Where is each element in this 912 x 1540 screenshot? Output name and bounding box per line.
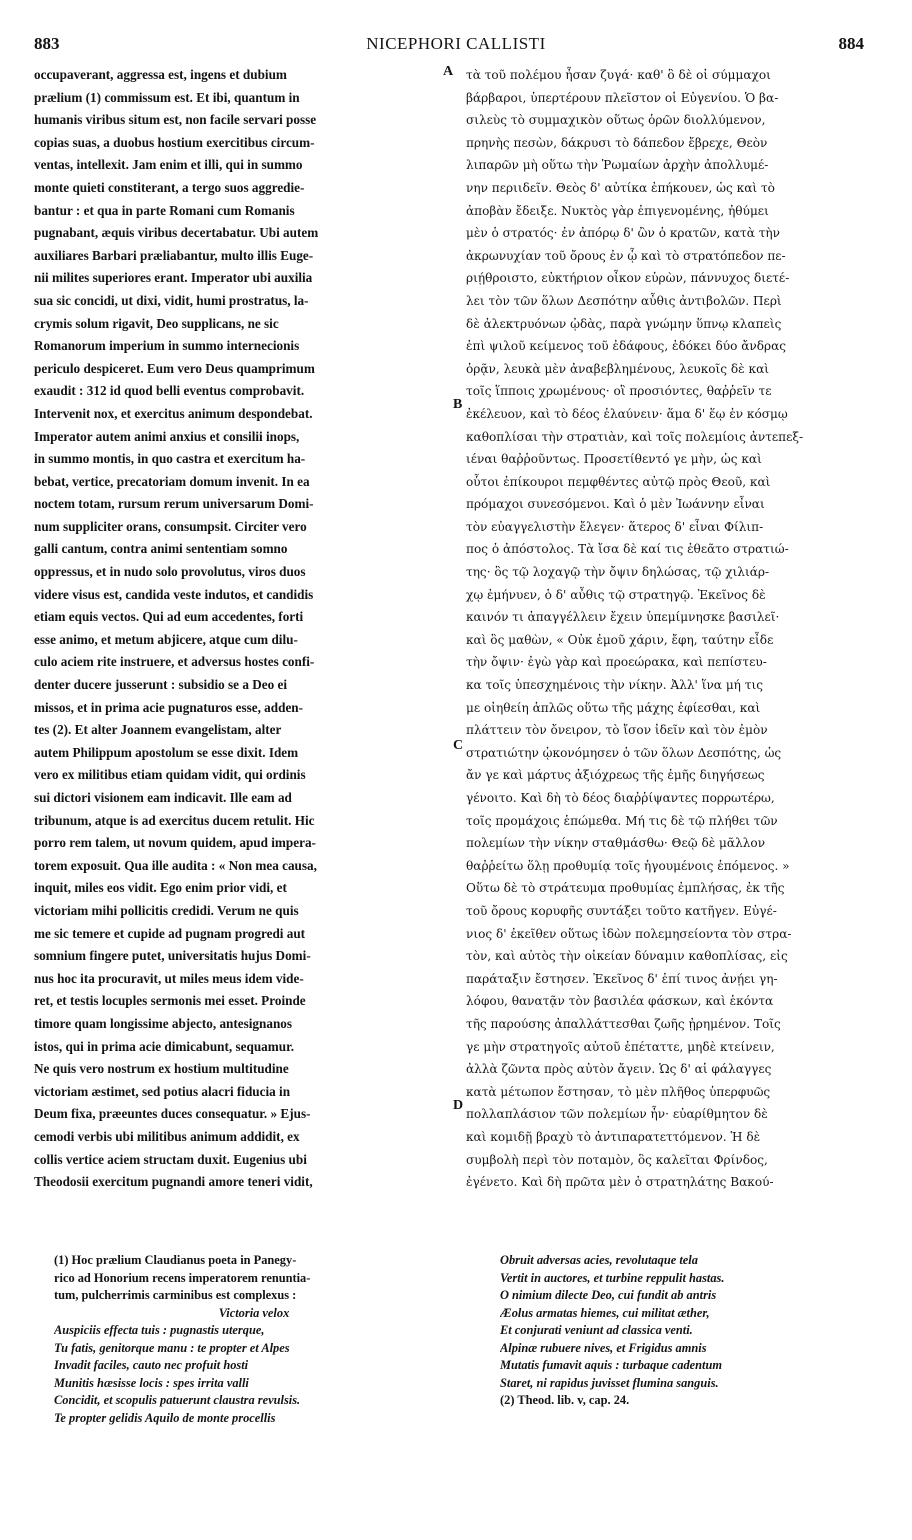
latin-text-line: etiam equis vectos. Qui ad eum accedentes, forti: [34, 609, 304, 625]
greek-text-line: θαῤῥείτω ὅλῃ προθυμίᾳ τοῖς ἡγουμένοις ἑπόμενος. »: [466, 858, 790, 873]
latin-text-line: exaudit : 312 id quod belli eventus comprobavit.: [34, 383, 305, 399]
latin-text-line: periculo despiceret. Eum vero Deus quamprimum: [34, 360, 315, 376]
footnote-line: Tu fatis, genitorque manu : te propter et Alpes: [54, 1340, 290, 1355]
latin-text-line: bebat, vertice, precatoriam domum invenit. In ea: [34, 473, 310, 489]
latin-text-line: me sic temere et cupide ad pugnam progredi aut: [34, 925, 306, 941]
greek-text-line: ιέναι θαῤῥοῦντως. Προσετίθεντό γε μὴν, ὡς καὶ: [466, 452, 762, 467]
footnotes-left: [54, 1252, 454, 1427]
page-number-left: 883: [34, 34, 60, 53]
footnote-line: Æolus armatas hiemes, cui militat æther,: [500, 1305, 710, 1320]
greek-text-line: μὲν ὁ στρατός· ἐν ἀπόρῳ δ' ὢν ὁ κρατῶν, κατὰ τὴν: [466, 226, 781, 241]
latin-text-line: culo aciem rite instruere, et adversus hostes confi-: [34, 654, 315, 670]
latin-text-line: victoriam mihi pollicitis credidi. Verum ne quis: [34, 902, 299, 918]
latin-text-line: videre visus est, candida veste indutos, et candidis: [34, 586, 314, 602]
latin-text-line: autem Philippum apostolum se esse dixit. Idem: [34, 744, 299, 760]
greek-text-line: βάρβαροι, ὑπερτέρουν πλεῖστον οἱ Εὐγενίου. Ὁ βα-: [466, 90, 779, 105]
greek-text-line: ἐγένετο. Καὶ δὴ πρῶτα μὲν ὁ στρατηλάτης Βακού-: [466, 1175, 774, 1190]
greek-text-line: ριῄθροιστο, εὐκτήριον οἶκον εὑρὼν, πάννυχος διετέ-: [466, 271, 790, 286]
section-marker-c: C: [453, 738, 464, 753]
greek-text-line: Οὕτω δὲ τὸ στράτευμα προθυμίας ἐμπλήσας, ἐκ τῆς: [466, 881, 785, 896]
greek-text-line: ἄν γε καὶ μάρτυς ἀξιόχρεως τῆς ἐμῆς διηγήσεως: [466, 768, 765, 783]
latin-text-line: esse animo, et metum abjicere, atque cum dilu-: [34, 631, 298, 647]
greek-text-line: δὲ ἀλεκτρυόνων ᾠδὰς, παρὰ γνώμην ὕπνῳ κλαπεὶς: [466, 316, 782, 331]
latin-text-line: Theodosii exercitum pugnandi amore teneri vidit,: [34, 1174, 313, 1190]
greek-text-line: λόφου, θανατᾷν τὸν βασιλέα φάσκων, καὶ ἑκόντα: [466, 994, 774, 1009]
latin-text-line: noctem totam, rursum rerum universarum Domi-: [34, 496, 314, 512]
greek-text-line: καὶ κομιδῇ βραχὺ τὸ ἀντιπαρατεττόμενον. Ἡ δὲ: [466, 1129, 761, 1144]
greek-text-line: γε μὴν στρατηγοῖς αὐτοῦ ἐπέταττε, μηδὲ κτείνειν,: [466, 1039, 775, 1054]
latin-text-line: porro rem talem, ut novum quidem, apud impera-: [34, 835, 316, 851]
greek-text-line: λει τὸν τῶν ὅλων Δεσπότην αὖθις ἀντιβολῶν. Περὶ: [466, 293, 782, 308]
latin-text-line: istos, qui in prima acie dimicabunt, sequamur.: [34, 1038, 295, 1054]
greek-text-line: ἀλλὰ ζῶντα πρὸς αὐτὸν ἄγειν. Ὡς δ' αἱ φάλαγγες: [466, 1062, 772, 1077]
latin-text-line: num suppliciter orans, consumpsit. Circiter vero: [34, 518, 307, 534]
latin-text-line: Imperator autem animi anxius et consilii inops,: [34, 428, 300, 444]
footnote-line: tum, pulcherrimis carminibus est complexus :: [54, 1288, 297, 1302]
latin-text-line: collis vertice aciem structam duxit. Eugenius ubi: [34, 1151, 307, 1167]
latin-text-line: crymis solum rigavit, Deo supplicans, ne sic: [34, 315, 279, 331]
footnote-line: Te propter gelidis Aquilo de monte procellis: [54, 1410, 276, 1425]
greek-text-line: τοῦ ὄρους κορυφῆς συντάξει τοῦτο κατῆγεν. Εὐγέ-: [466, 903, 777, 918]
footnote-line: rico ad Honorium recens imperatorem renuntia-: [54, 1270, 311, 1285]
latin-text-line: torem exposuit. Qua ille audita : « Non mea causa,: [34, 857, 317, 873]
latin-text-line: Deum fixa, præeuntes duces consequatur. » Ejus-: [34, 1106, 311, 1122]
greek-text-line: νην περιιδεῖν. Θεὸς δ' αὐτίκα ἐπήκουεν, ὡς καὶ τὸ: [466, 180, 775, 195]
footnote-line: Et conjurati veniunt ad classica venti.: [500, 1323, 693, 1337]
greek-text-line: καὶ ὃς μαθὼν, « Οὐκ ἐμοῦ χάριν, ἔφη, ταύτην εἶδε: [466, 632, 774, 647]
latin-text-line: timore quam longissime abjecto, antesignanos: [34, 1015, 293, 1031]
latin-text-line: sua sic concidi, ut dixi, vidit, humi prostratus, la-: [34, 292, 309, 308]
greek-text-line: ἐκέλευον, καὶ τὸ δέος ἐλαύνειν· ἅμα δ' ἕῳ ἐν κόσμῳ: [466, 406, 788, 421]
latin-text-line: cemodi verbis ubi militibus animum addidit, ex: [34, 1128, 300, 1144]
latin-text-line: pugnabant, æquis viribus decertabatur. Ubi autem: [34, 225, 319, 241]
greek-column: [466, 64, 880, 1194]
greek-text-line: χῳ ἐμήνυεν, ὁ δ' αὖθις τῷ στρατηγῷ. Ἐκεῖνος δὲ: [466, 587, 766, 602]
greek-text-line: τῆς παρούσης ἀπαλλάττεσθαι ζωῆς ᾐρημένον. Τοῖς: [466, 1016, 781, 1031]
latin-text-line: monte quieti constiterant, a tergo suos aggredie-: [34, 179, 305, 195]
greek-text-line: πολεμίων τὴν νίκην σταθμάσθω· Θεῷ δὲ μᾶλλον: [466, 836, 766, 851]
latin-text-line: Intervenit nox, et exercitus animum despondebat.: [34, 405, 313, 421]
latin-text-line: Ne quis vero nostrum ex hostium multitudine: [34, 1061, 289, 1077]
greek-text-line: ἀποβὰν ἔδειξε. Νυκτὸς γὰρ ἐπιγενομένης, ἠθύμει: [466, 203, 769, 218]
greek-text-line: τὸν, καὶ αὐτὸς τὴν οἰκείαν δύναμιν καθοπλίσας, εἰς: [466, 949, 788, 964]
footnote-line: Mutatis fumavit aquis : turbaque cadentum: [500, 1358, 723, 1372]
greek-text-line: καινόν τι ἀπαγγέλλειν ἔχειν ὑπεμίμνησκε βασιλεῖ·: [466, 610, 780, 625]
latin-text-line: ret, et testis locuples sermonis mei esset. Proinde: [34, 993, 306, 1009]
footnote-line: Staret, ni rapidus juvisset flumina sanguis.: [500, 1375, 719, 1390]
latin-text-line: ventas, intellexit. Jam enim et illi, qui in summo: [34, 157, 303, 173]
greek-text-line: οὗτοι ἐπίκουροι πεμφθέντες αὐτῷ πρὸς Θεοῦ, καὶ: [466, 474, 771, 489]
latin-text-line: oppressus, et in nudo solo provolutus, viros duos: [34, 564, 306, 580]
greek-text-line: πολλαπλάσιον τῶν πολεμίων ἦν· εὐαρίθμητον δὲ: [466, 1107, 768, 1122]
latin-text-line: humanis viribus situm est, non facile servari posse: [34, 112, 317, 128]
greek-text-line: με οἰηθείη ἁπλῶς οὕτω τῆς μάχης ἐφίεσθαι, καὶ: [466, 700, 761, 715]
latin-text-line: denter ducere jusserunt : subsidio se a Deo ei: [34, 677, 288, 693]
page-number-right: 884: [838, 34, 864, 53]
footnote-line: Invadit faciles, cauto nec profuit hosti: [54, 1358, 249, 1372]
greek-text-line: γένοιτο. Καὶ δὴ τὸ δέος διαῤῥίψαντες πορρωτέρω,: [466, 791, 775, 805]
latin-text-line: tribunum, atque is ad exercitus ducem retulit. Hic: [34, 812, 315, 828]
footnote-line: Munitis hæsisse locis : spes irrita valli: [54, 1375, 249, 1390]
latin-text-line: galli cantum, contra animi sententiam somno: [34, 541, 288, 557]
greek-text-line: τὴν ὄψιν· ἐγὼ γὰρ καὶ προεώρακα, καὶ πεπίστευ-: [466, 655, 767, 670]
greek-text-line: κα τοῖς ὑπεσχημένοις τὴν νίκην. Ἀλλ' ἵνα μή τις: [466, 678, 763, 693]
latin-text-line: vero ex militibus etiam quidam vidit, qui ordinis: [34, 767, 306, 783]
greek-text-line: ἐπὶ ψιλοῦ κείμενος τοῦ ἐδάφους, ἐδόκει δύο ἄνδρας: [466, 339, 787, 354]
greek-text-line: της· ὃς τῷ λοχαγῷ τὴν ὄψιν δηλώσας, τῷ χιλιάρ-: [466, 565, 770, 580]
greek-text-line: ἀκρωνυχίαν τοῦ ὄρους ἐν ᾧ καὶ τὸ στρατόπεδον πε-: [466, 248, 786, 263]
greek-text-line: κατὰ μέτωπον ἔστησαν, τὸ μὲν πλῆθος ὑπερφυῶς: [466, 1084, 771, 1099]
latin-text-line: victoriam æstimet, sed potius alacri fiducia in: [34, 1083, 291, 1099]
footnote-line: (2) Theod. lib. v, cap. 24.: [500, 1393, 630, 1407]
greek-text-line: πος ὁ ἀπόστολος. Τὰ ἴσα δὲ καί τις ἐθεᾶτο στρατιώ-: [466, 542, 789, 557]
latin-text-line: nii milites superiores erant. Imperator ubi auxilia: [34, 270, 313, 286]
greek-text-line: νιος δ' ἐκεῖθεν οὕτως ἰδὼν πολεμησείοντα τὸν στρα-: [466, 926, 792, 941]
latin-text-line: bantur : et qua in parte Romani cum Romanis: [34, 202, 295, 218]
greek-text-line: σιλεὺς τὸ συμμαχικὸν οὕτως ὁρῶν διολλύμενον,: [466, 113, 766, 128]
section-marker-b: B: [453, 397, 463, 412]
greek-text-line: πλάττειν τὸν ὄνειρον, τὸ ἴσον ἰδεῖν καὶ τὸν ἐμὸν: [466, 723, 768, 738]
footnote-line: O nimium dilecte Deo, cui fundit ab antris: [500, 1288, 717, 1302]
latin-text-line: tes (2). Et alter Joannem evangelistam, alter: [34, 722, 282, 738]
latin-text-line: sui dictori visionem eam indicavit. Ille eam ad: [34, 790, 292, 805]
latin-text-line: nus hoc ita procuravit, ut miles meus idem vide-: [34, 970, 304, 986]
greek-text-line: λιπαρῶν μὴ οὕτω τὴν Ῥωμαίων ἀρχὴν ἀπολλυμέ-: [466, 158, 769, 173]
greek-text-line: καθοπλίσαι τὴν στρατιὰν, καὶ τοῖς πολεμίοις ἀντεπεξ-: [466, 429, 804, 444]
latin-column: [34, 64, 452, 1194]
footnote-line: Obruit adversas acies, revolutaque tela: [500, 1253, 698, 1267]
latin-text-line: Romanorum imperium in summo internecionis: [34, 338, 300, 354]
greek-text-line: στρατιώτην ᾠκονόμησεν ὁ τῶν ὅλων Δεσπότης, ὡς: [466, 745, 782, 760]
greek-text-line: τοῖς ἵπποις χρωμένους· οἳ προσιόντες, θαῤῥεῖν τε: [466, 384, 772, 399]
footnotes-right: [500, 1252, 890, 1410]
running-title: NICEPHORI CALLISTI: [366, 34, 546, 53]
footnote-line: Auspiciis effecta tuis : pugnastis uterque,: [54, 1323, 265, 1337]
greek-text-line: τὸν εὐαγγελιστὴν ἔλεγεν· ἅτερος δ' εἶναι Φίλιπ-: [466, 519, 764, 534]
footnote-line: (1) Hoc prælium Claudianus poeta in Panegy-: [54, 1253, 297, 1267]
latin-text-line: in summo montis, in quo castra et exercitum ha-: [34, 451, 306, 467]
greek-text-line: ὁρᾷν, λευκὰ μὲν ἀναβεβλημένους, λευκοῖς δὲ καὶ: [466, 361, 769, 376]
latin-text-line: occupaverant, aggressa est, ingens et dubium: [34, 67, 287, 82]
section-marker-a: A: [443, 64, 454, 79]
footnote-line: Vertit in auctores, et turbine reppulit hastas.: [500, 1270, 725, 1285]
greek-text-line: τὰ τοῦ πολέμου ἦσαν ζυγά· καθ' ὃ δὲ οἱ σύμμαχοι: [466, 68, 771, 82]
greek-text-line: τοῖς προμάχοις ἑπώμεθα. Μή τις δὲ τῷ πλήθει τῶν: [466, 813, 778, 828]
greek-text-line: πρηνὴς πεσὼν, δάκρυσι τὸ δάπεδον ἔβρεχε, Θεὸν: [466, 135, 768, 150]
latin-text-line: prælium (1) commissum est. Et ibi, quantum in: [34, 89, 300, 105]
footnote-line: Alpinæ rubuere nives, et Frigidus amnis: [500, 1340, 707, 1355]
section-marker-d: D: [453, 1098, 464, 1113]
greek-text-line: συμβολὴ περὶ τὸν ποταμὸν, ὃς καλεῖται Φρίνδος,: [466, 1152, 768, 1167]
latin-text-line: auxiliares Barbari præliabantur, multo illis Euge-: [34, 247, 314, 263]
footnote-line: Victoria velox: [218, 1305, 290, 1320]
latin-text-line: copias suas, a duobus hostium exercitibus circum-: [34, 134, 315, 150]
footnote-line: Concidit, et scopulis patuerunt claustra revulsis.: [54, 1393, 301, 1407]
latin-text-line: somnium fingere putet, universitatis hujus Domi-: [34, 948, 311, 964]
latin-text-line: inquit, miles eos vidit. Ego enim prior vidi, et: [34, 880, 287, 896]
latin-text-line: missos, et in prima acie pugnaturos esse, adden-: [34, 699, 304, 715]
greek-text-line: παράταξιν ἔστησεν. Ἐκεῖνος δ' ἐπί τινος ἀνῄει γη-: [466, 971, 778, 986]
greek-text-line: πρόμαχοι συνεσόμενοι. Καὶ ὁ μὲν Ἰωάννην εἶναι: [466, 497, 765, 512]
